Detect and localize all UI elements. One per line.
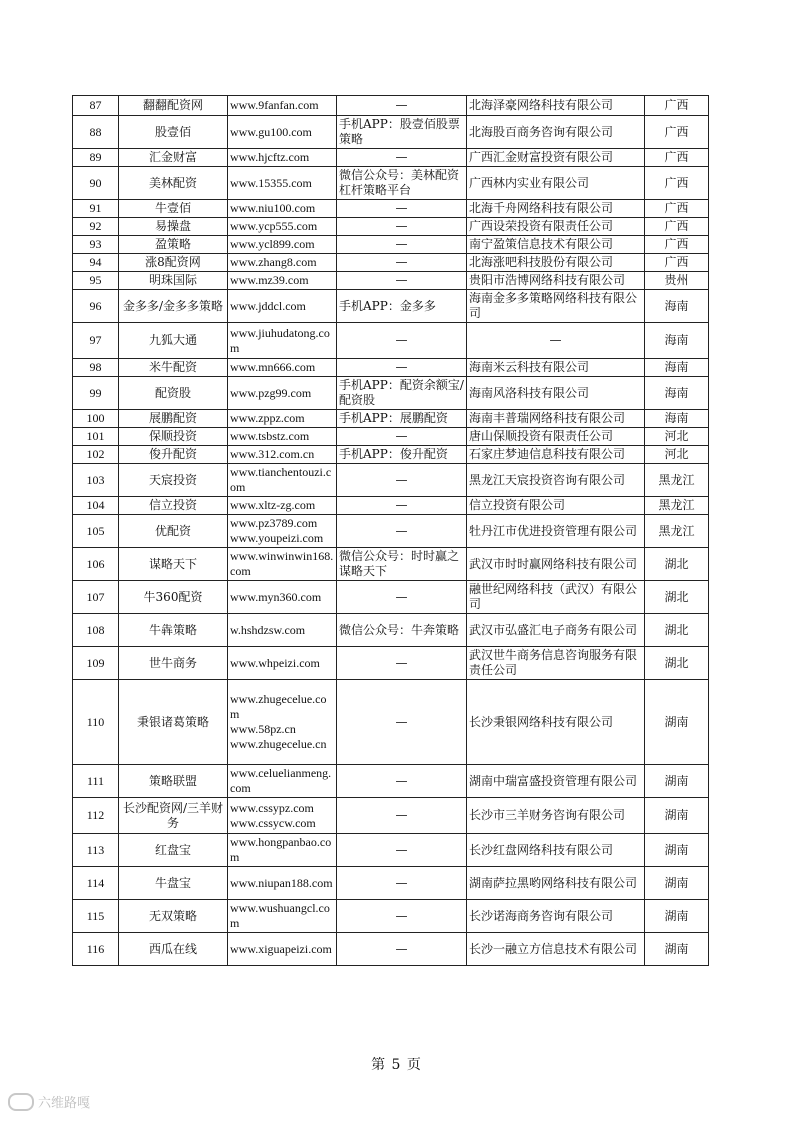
table-row (73, 272, 709, 290)
company-name-cell: 长沙秉银网络科技有限公司 (467, 680, 645, 765)
website-url-cell: www.tianchentouzi.com (228, 464, 337, 497)
company-name-cell: 湖南中瑞富盛投资管理有限公司 (467, 765, 645, 798)
table-row (73, 323, 709, 359)
app-or-wechat-cell: — (337, 798, 467, 834)
table-row (73, 428, 709, 446)
website-url-cell: www.celuelianmeng.com (228, 765, 337, 798)
platform-name-cell: 明珠国际 (119, 272, 228, 290)
platform-name-cell: 红盘宝 (119, 834, 228, 867)
app-or-wechat-cell: — (337, 200, 467, 218)
app-or-wechat-cell: 手机APP：俊升配资 (337, 446, 467, 464)
website-url-cell: www.niu100.com (228, 200, 337, 218)
company-name-cell: 广西林内实业有限公司 (467, 167, 645, 200)
platform-name-cell: 保顺投资 (119, 428, 228, 446)
table-row (73, 149, 709, 167)
table-row (73, 515, 709, 548)
app-or-wechat-cell: — (337, 218, 467, 236)
table-row (73, 446, 709, 464)
app-or-wechat-cell: 手机APP：金多多 (337, 290, 467, 323)
platform-name-cell: 策略联盟 (119, 765, 228, 798)
province-cell: 广西 (645, 96, 709, 116)
table-row (73, 581, 709, 614)
website-url-cell: www.mn666.com (228, 359, 337, 377)
app-or-wechat-cell: — (337, 236, 467, 254)
website-url-cell: www.whpeizi.com (228, 647, 337, 680)
table-row (73, 933, 709, 966)
company-name-cell: 牡丹江市优进投资管理有限公司 (467, 515, 645, 548)
website-url-cell: www.xltz-zg.com (228, 497, 337, 515)
company-name-cell: 唐山保顺投资有限责任公司 (467, 428, 645, 446)
row-number-cell: 110 (73, 680, 119, 765)
table-row (73, 96, 709, 116)
app-or-wechat-cell: — (337, 765, 467, 798)
row-number-cell: 97 (73, 323, 119, 359)
platform-name-cell: 九狐大通 (119, 323, 228, 359)
platform-name-cell: 翻翻配资网 (119, 96, 228, 116)
platform-name-cell: 配资股 (119, 377, 228, 410)
company-name-cell: 融世纪网络科技（武汉）有限公司 (467, 581, 645, 614)
company-name-cell: 武汉市弘盛汇电子商务有限公司 (467, 614, 645, 647)
platform-name-cell: 金多多/金多多策略 (119, 290, 228, 323)
app-or-wechat-cell: — (337, 96, 467, 116)
website-url-cell: www.hongpanbao.com (228, 834, 337, 867)
province-cell: 湖南 (645, 680, 709, 765)
app-or-wechat-cell: — (337, 867, 467, 900)
row-number-cell: 107 (73, 581, 119, 614)
app-or-wechat-cell: — (337, 515, 467, 548)
province-cell: 黑龙江 (645, 464, 709, 497)
province-cell: 湖南 (645, 900, 709, 933)
row-number-cell: 111 (73, 765, 119, 798)
platform-name-cell: 股壹佰 (119, 116, 228, 149)
province-cell: 湖北 (645, 647, 709, 680)
province-cell: 广西 (645, 218, 709, 236)
table-row (73, 200, 709, 218)
website-url-cell: www.winwinwin168.com (228, 548, 337, 581)
row-number-cell: 115 (73, 900, 119, 933)
table-row (73, 867, 709, 900)
platform-name-cell: 易操盘 (119, 218, 228, 236)
province-cell: 湖南 (645, 933, 709, 966)
table-row (73, 900, 709, 933)
row-number-cell: 105 (73, 515, 119, 548)
province-cell: 海南 (645, 377, 709, 410)
website-url-cell: www.wushuangcl.com (228, 900, 337, 933)
row-number-cell: 108 (73, 614, 119, 647)
website-url-cell: www.mz39.com (228, 272, 337, 290)
province-cell: 海南 (645, 359, 709, 377)
row-number-cell: 112 (73, 798, 119, 834)
table-row (73, 765, 709, 798)
website-url-cell: www.ycl899.com (228, 236, 337, 254)
app-or-wechat-cell: — (337, 254, 467, 272)
platform-name-cell: 天宸投资 (119, 464, 228, 497)
platform-name-cell: 牛360配资 (119, 581, 228, 614)
row-number-cell: 109 (73, 647, 119, 680)
row-number-cell: 102 (73, 446, 119, 464)
company-name-cell: 长沙一融立方信息技术有限公司 (467, 933, 645, 966)
website-url-cell: www.pz3789.com www.youpeizi.com (228, 515, 337, 548)
watermark-text: 六维路嘎 (38, 1096, 91, 1111)
platform-name-cell: 涨8配资网 (119, 254, 228, 272)
province-cell: 广西 (645, 149, 709, 167)
watermark-logo-icon (8, 1093, 34, 1111)
website-url-cell: www.hjcftz.com (228, 149, 337, 167)
page-number: 第 5 页 (371, 1057, 422, 1073)
company-name-cell: 湖南萨拉黑哟网络科技有限公司 (467, 867, 645, 900)
province-cell: 广西 (645, 116, 709, 149)
app-or-wechat-cell: 微信公众号：美林配资杠杆策略平台 (337, 167, 467, 200)
table-row (73, 680, 709, 765)
website-url-cell: www.jiuhudatong.com (228, 323, 337, 359)
province-cell: 湖北 (645, 581, 709, 614)
website-url-cell: www.myn360.com (228, 581, 337, 614)
company-name-cell: 信立投资有限公司 (467, 497, 645, 515)
province-cell: 海南 (645, 323, 709, 359)
platform-name-cell: 西瓜在线 (119, 933, 228, 966)
app-or-wechat-cell: 微信公众号：时时赢之谋略天下 (337, 548, 467, 581)
company-name-cell: 广西汇金财富投资有限公司 (467, 149, 645, 167)
table-row (73, 647, 709, 680)
app-or-wechat-cell: — (337, 581, 467, 614)
province-cell: 湖北 (645, 614, 709, 647)
platform-name-cell: 谋略天下 (119, 548, 228, 581)
website-url-cell: www.tsbstz.com (228, 428, 337, 446)
row-number-cell: 90 (73, 167, 119, 200)
row-number-cell: 100 (73, 410, 119, 428)
app-or-wechat-cell: — (337, 323, 467, 359)
website-url-cell: www.cssypz.com www.cssycw.com (228, 798, 337, 834)
platform-name-cell: 俊升配资 (119, 446, 228, 464)
province-cell: 广西 (645, 254, 709, 272)
province-cell: 海南 (645, 410, 709, 428)
app-or-wechat-cell: 手机APP：配资余额宝/配资股 (337, 377, 467, 410)
website-url-cell: www.xiguapeizi.com (228, 933, 337, 966)
row-number-cell: 91 (73, 200, 119, 218)
app-or-wechat-cell: — (337, 900, 467, 933)
province-cell: 湖南 (645, 765, 709, 798)
app-or-wechat-cell: — (337, 497, 467, 515)
company-name-cell: 长沙市三羊财务咨询有限公司 (467, 798, 645, 834)
website-url-cell: www.zhang8.com (228, 254, 337, 272)
company-name-cell: 武汉市时时赢网络科技有限公司 (467, 548, 645, 581)
table-row (73, 167, 709, 200)
table-row (73, 116, 709, 149)
table-row (73, 290, 709, 323)
row-number-cell: 94 (73, 254, 119, 272)
province-cell: 湖南 (645, 867, 709, 900)
platform-name-cell: 信立投资 (119, 497, 228, 515)
row-number-cell: 89 (73, 149, 119, 167)
company-name-cell: 北海涨吧科技股份有限公司 (467, 254, 645, 272)
province-cell: 湖南 (645, 798, 709, 834)
company-name-cell: 北海泽豪网络科技有限公司 (467, 96, 645, 116)
company-name-cell: — (467, 323, 645, 359)
province-cell: 广西 (645, 236, 709, 254)
app-or-wechat-cell: — (337, 647, 467, 680)
row-number-cell: 114 (73, 867, 119, 900)
app-or-wechat-cell: — (337, 464, 467, 497)
website-url-cell: www.pzg99.com (228, 377, 337, 410)
platform-name-cell: 优配资 (119, 515, 228, 548)
table-row (73, 359, 709, 377)
company-name-cell: 海南丰普瑞网络科技有限公司 (467, 410, 645, 428)
app-or-wechat-cell: — (337, 359, 467, 377)
website-url-cell: www.gu100.com (228, 116, 337, 149)
app-or-wechat-cell: — (337, 149, 467, 167)
company-name-cell: 长沙诺海商务咨询有限公司 (467, 900, 645, 933)
row-number-cell: 98 (73, 359, 119, 377)
website-url-cell: www.9fanfan.com (228, 96, 337, 116)
row-number-cell: 104 (73, 497, 119, 515)
table-row (73, 614, 709, 647)
platform-name-cell: 无双策略 (119, 900, 228, 933)
company-name-cell: 北海千舟网络科技有限公司 (467, 200, 645, 218)
app-or-wechat-cell: — (337, 272, 467, 290)
table-row (73, 834, 709, 867)
platform-name-cell: 世牛商务 (119, 647, 228, 680)
website-url-cell: www.niupan188.com (228, 867, 337, 900)
app-or-wechat-cell: 手机APP：股壹佰股票策略 (337, 116, 467, 149)
company-name-cell: 海南米云科技有限公司 (467, 359, 645, 377)
website-url-cell: www.zppz.com (228, 410, 337, 428)
table-row (73, 798, 709, 834)
website-url-cell: www.ycp555.com (228, 218, 337, 236)
province-cell: 河北 (645, 428, 709, 446)
platform-name-cell: 牛盘宝 (119, 867, 228, 900)
platform-name-cell: 美林配资 (119, 167, 228, 200)
company-name-cell: 海南风洛科技有限公司 (467, 377, 645, 410)
platform-name-cell: 米牛配资 (119, 359, 228, 377)
province-cell: 黑龙江 (645, 497, 709, 515)
province-cell: 河北 (645, 446, 709, 464)
company-name-cell: 长沙红盘网络科技有限公司 (467, 834, 645, 867)
company-name-cell: 北海股百商务咨询有限公司 (467, 116, 645, 149)
table-row (73, 464, 709, 497)
website-url-cell: www.312.com.cn (228, 446, 337, 464)
row-number-cell: 106 (73, 548, 119, 581)
table-row (73, 218, 709, 236)
province-cell: 湖北 (645, 548, 709, 581)
website-url-cell: www.zhugecelue.com www.58pz.cn www.zhugecelue.cn (228, 680, 337, 765)
table-row (73, 548, 709, 581)
platform-name-cell: 长沙配资网/三羊财务 (119, 798, 228, 834)
app-or-wechat-cell: — (337, 428, 467, 446)
platform-name-cell: 牛犇策略 (119, 614, 228, 647)
table-row (73, 236, 709, 254)
province-cell: 黑龙江 (645, 515, 709, 548)
row-number-cell: 103 (73, 464, 119, 497)
row-number-cell: 116 (73, 933, 119, 966)
platform-name-cell: 牛壹佰 (119, 200, 228, 218)
website-url-cell: www.jddcl.com (228, 290, 337, 323)
row-number-cell: 88 (73, 116, 119, 149)
row-number-cell: 96 (73, 290, 119, 323)
company-name-cell: 黑龙江天宸投资咨询有限公司 (467, 464, 645, 497)
row-number-cell: 101 (73, 428, 119, 446)
province-cell: 广西 (645, 200, 709, 218)
province-cell: 贵州 (645, 272, 709, 290)
watermark (8, 1092, 90, 1111)
row-number-cell: 99 (73, 377, 119, 410)
app-or-wechat-cell: — (337, 933, 467, 966)
company-name-cell: 武汉世牛商务信息咨询服务有限责任公司 (467, 647, 645, 680)
company-name-cell: 广西设荣投资有限责任公司 (467, 218, 645, 236)
company-name-cell: 南宁盈策信息技术有限公司 (467, 236, 645, 254)
row-number-cell: 95 (73, 272, 119, 290)
app-or-wechat-cell: 微信公众号：牛奔策略 (337, 614, 467, 647)
row-number-cell: 93 (73, 236, 119, 254)
province-cell: 湖南 (645, 834, 709, 867)
province-cell: 海南 (645, 290, 709, 323)
table-row (73, 377, 709, 410)
app-or-wechat-cell: — (337, 834, 467, 867)
website-url-cell: w.hshdzsw.com (228, 614, 337, 647)
row-number-cell: 92 (73, 218, 119, 236)
company-name-cell: 石家庄梦迪信息科技有限公司 (467, 446, 645, 464)
app-or-wechat-cell: 手机APP：展鹏配资 (337, 410, 467, 428)
table-row (73, 254, 709, 272)
website-url-cell: www.15355.com (228, 167, 337, 200)
platform-name-cell: 秉银诸葛策略 (119, 680, 228, 765)
company-name-cell: 海南金多多策略网络科技有限公司 (467, 290, 645, 323)
company-name-cell: 贵阳市浩博网络科技有限公司 (467, 272, 645, 290)
platform-table (72, 95, 709, 966)
platform-name-cell: 盈策略 (119, 236, 228, 254)
platform-name-cell: 展鹏配资 (119, 410, 228, 428)
table-row (73, 410, 709, 428)
row-number-cell: 113 (73, 834, 119, 867)
platform-name-cell: 汇金财富 (119, 149, 228, 167)
app-or-wechat-cell: — (337, 680, 467, 765)
table-row (73, 497, 709, 515)
province-cell: 广西 (645, 167, 709, 200)
row-number-cell: 87 (73, 96, 119, 116)
